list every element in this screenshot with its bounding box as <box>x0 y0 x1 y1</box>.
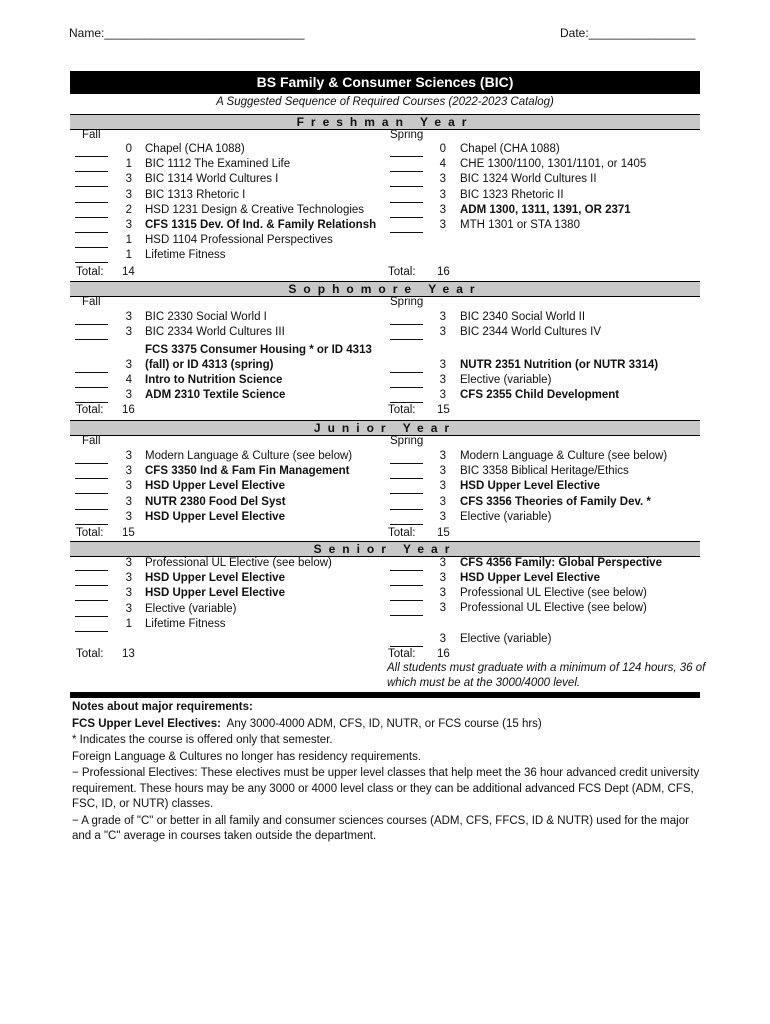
spring-total: 16 <box>437 266 450 278</box>
date-field-label: Date:________________ <box>560 26 696 40</box>
course-name: BIC 2334 World Cultures III <box>145 326 285 338</box>
professional-electives-note: − Professional Electives: These electives must be upper level classes that help meet the 36 hour advanced credit university requirement. These hours may be any 3000 or 4000 level class or they can be additional advanced FCS Dept (ADM, CFS, FSC, ID, or NUTR) classes. <box>72 767 700 810</box>
total-label: Total: <box>76 527 104 539</box>
total-label: Total: <box>388 404 416 416</box>
grade-blank[interactable] <box>75 220 108 233</box>
credit-hours: 3 <box>439 495 446 508</box>
grade-blank[interactable] <box>390 220 423 233</box>
grade-blank[interactable] <box>75 375 108 388</box>
fall-total: 16 <box>122 404 135 416</box>
foreign-language-note: Foreign Language & Cultures no longer has residency requirements. <box>72 750 422 763</box>
course-name: CFS 3350 Ind & Fam Fin Management <box>145 465 350 478</box>
notes-section <box>72 700 702 846</box>
grade-blank[interactable] <box>390 360 423 373</box>
credit-hours: 3 <box>125 173 132 186</box>
credit-hours: 3 <box>125 219 132 231</box>
credit-hours: 4 <box>125 374 132 386</box>
course-name: Professional UL Elective (see below) <box>460 587 647 599</box>
credit-hours: 3 <box>125 359 132 371</box>
credit-hours: 3 <box>439 633 446 645</box>
course-name: (fall) or ID 4313 (spring) <box>145 359 274 371</box>
course-name: Intro to Nutrition Science <box>145 374 283 386</box>
course-name: Elective (variable) <box>145 602 237 615</box>
credit-hours: 3 <box>439 374 446 386</box>
grade-blank[interactable] <box>75 481 108 494</box>
credit-hours: 3 <box>439 219 446 231</box>
grade-blank[interactable] <box>390 634 423 647</box>
credit-hours: 1 <box>125 158 132 171</box>
course-name: BIC 3358 Biblical Heritage/Ethics <box>460 465 629 478</box>
credit-hours: 3 <box>125 602 132 615</box>
course-name: HSD Upper Level Elective <box>460 480 600 493</box>
course-name: CFS 3356 Theories of Family Dev. * <box>460 495 651 508</box>
course-name: BIC 2330 Social World I <box>145 311 267 323</box>
credit-hours: 1 <box>125 617 132 630</box>
grade-blank[interactable] <box>75 466 108 479</box>
credit-hours: 3 <box>125 557 132 569</box>
course-name: Chapel (CHA 1088) <box>145 143 245 155</box>
credit-hours: 3 <box>439 557 446 569</box>
total-label: Total: <box>76 404 104 416</box>
credit-hours: 2 <box>125 203 132 216</box>
credit-hours: 3 <box>439 203 446 216</box>
credit-hours: 3 <box>439 602 446 614</box>
course-name: HSD Upper Level Elective <box>460 572 600 584</box>
grade-blank[interactable] <box>75 588 108 601</box>
grade-blank[interactable] <box>390 174 423 187</box>
grade-blank[interactable] <box>75 558 108 571</box>
grade-blank[interactable] <box>390 466 423 479</box>
grade-blank[interactable] <box>75 512 108 525</box>
total-label: Total: <box>388 648 416 660</box>
grade-blank[interactable] <box>75 205 108 218</box>
grade-blank[interactable] <box>75 619 108 632</box>
fall-total: 14 <box>122 266 135 278</box>
credit-hours: 3 <box>125 450 132 462</box>
grade-blank[interactable] <box>75 144 108 157</box>
grade-blank[interactable] <box>75 360 108 373</box>
course-name: FCS 3375 Consumer Housing * or ID 4313 <box>145 344 372 356</box>
credit-hours: 3 <box>125 389 132 401</box>
grade-blank[interactable] <box>390 190 423 203</box>
name-field-label: Name:______________________________ <box>69 26 305 40</box>
course-name: Elective (variable) <box>460 633 552 645</box>
course-name: Chapel (CHA 1088) <box>460 143 560 155</box>
credit-hours: 3 <box>125 495 132 508</box>
document-title: BS Family & Consumer Sciences (BIC) <box>70 71 700 94</box>
grade-requirement-note: − A grade of "C" or better in all family and consumer sciences courses (ADM, CFS, FFCS, ID & NUTR) used for the major and a "C" average in courses taken outside the department. <box>72 814 689 842</box>
course-name: Elective (variable) <box>460 374 552 386</box>
fall-label: Fall <box>82 296 101 308</box>
grade-blank[interactable] <box>75 235 108 248</box>
grade-blank[interactable] <box>390 497 423 510</box>
credit-hours: 3 <box>439 389 446 401</box>
grade-blank[interactable] <box>390 159 423 172</box>
notes-heading: Notes about major requirements: <box>72 701 253 713</box>
grade-blank[interactable] <box>75 390 108 403</box>
grade-blank[interactable] <box>390 312 423 325</box>
credit-hours: 3 <box>439 450 446 462</box>
grade-blank[interactable] <box>75 312 108 325</box>
credit-hours: 3 <box>125 572 132 585</box>
total-label: Total: <box>388 527 416 539</box>
course-name: HSD Upper Level Elective <box>145 572 285 585</box>
course-name: BIC 1324 World Cultures II <box>460 173 597 186</box>
grade-blank[interactable] <box>390 603 423 616</box>
course-name: BIC 1314 World Cultures I <box>145 173 279 186</box>
grade-blank[interactable] <box>75 159 108 172</box>
credit-hours: 3 <box>439 188 446 201</box>
grade-blank[interactable] <box>75 497 108 510</box>
fall-total: 13 <box>122 648 135 660</box>
grade-blank[interactable] <box>390 327 423 340</box>
credit-hours: 3 <box>439 326 446 338</box>
course-name: Lifetime Fitness <box>145 249 226 262</box>
credit-hours: 3 <box>439 587 446 599</box>
grade-blank[interactable] <box>390 205 423 218</box>
fall-total: 15 <box>122 527 135 539</box>
course-name: NUTR 2380 Food Del Syst <box>145 495 286 508</box>
course-name: HSD Upper Level Elective <box>145 510 285 523</box>
fall-label: Fall <box>82 129 101 141</box>
total-label: Total: <box>388 266 416 278</box>
credit-hours: 3 <box>439 510 446 523</box>
grade-blank[interactable] <box>75 174 108 187</box>
course-name: HSD 1231 Design & Creative Technologies <box>145 203 365 216</box>
course-name: HSD Upper Level Elective <box>145 587 285 600</box>
course-name: ADM 2310 Textile Science <box>145 389 286 401</box>
grade-blank[interactable] <box>75 604 108 617</box>
credit-hours: 3 <box>439 311 446 323</box>
grade-blank[interactable] <box>75 573 108 586</box>
course-name: BIC 2344 World Cultures IV <box>460 326 602 338</box>
grade-blank[interactable] <box>390 573 423 586</box>
course-name: Modern Language & Culture (see below) <box>145 450 353 462</box>
credit-hours: 1 <box>125 249 132 262</box>
course-name: MTH 1301 or STA 1380 <box>460 219 580 231</box>
grade-blank[interactable] <box>390 588 423 601</box>
total-label: Total: <box>76 266 104 278</box>
grade-blank[interactable] <box>75 250 108 263</box>
credit-hours: 3 <box>439 173 446 186</box>
document-subtitle: A Suggested Sequence of Required Courses (2022-2023 Catalog) <box>216 96 554 108</box>
course-name: CFS 4356 Family: Global Perspective <box>460 557 662 569</box>
year-header: Sophomore Year <box>70 281 700 297</box>
fcs-elective-note <box>72 717 702 733</box>
grade-blank[interactable] <box>75 451 108 464</box>
grade-blank[interactable] <box>390 451 423 464</box>
course-name: ADM 1300, 1311, 1391, OR 2371 <box>460 203 631 216</box>
total-label: Total: <box>76 648 104 660</box>
course-name: CFS 2355 Child Development <box>460 389 620 401</box>
course-name: Modern Language & Culture (see below) <box>460 450 668 462</box>
grade-blank[interactable] <box>75 327 108 340</box>
credit-hours: 3 <box>125 311 132 323</box>
credit-hours: 0 <box>125 143 132 155</box>
course-name: BIC 1313 Rhetoric I <box>145 188 246 201</box>
credit-hours: 3 <box>125 188 132 201</box>
course-name: HSD 1104 Professional Perspectives <box>145 234 333 247</box>
credit-hours: 3 <box>125 510 132 523</box>
spring-total: 15 <box>437 527 450 539</box>
credit-hours: 3 <box>439 359 446 371</box>
fall-label: Fall <box>82 435 101 447</box>
spring-total: 16 <box>437 648 450 660</box>
course-name: Professional UL Elective (see below) <box>460 602 647 614</box>
grade-blank[interactable] <box>390 390 423 403</box>
course-name: Professional UL Elective (see below) <box>145 557 332 569</box>
section-divider <box>70 692 700 698</box>
grade-blank[interactable] <box>390 558 423 571</box>
course-name: HSD Upper Level Elective <box>145 480 285 493</box>
grade-blank[interactable] <box>390 512 423 525</box>
spring-label: Spring <box>390 435 424 447</box>
course-name: Elective (variable) <box>460 510 552 523</box>
grade-blank[interactable] <box>390 481 423 494</box>
grade-blank[interactable] <box>390 375 423 388</box>
spring-total: 15 <box>437 404 450 416</box>
course-name: Lifetime Fitness <box>145 617 226 630</box>
fcs-elective-text: Any 3000-4000 ADM, CFS, ID, NUTR, or FCS course (15 hrs) <box>220 717 542 730</box>
spring-label: Spring <box>390 296 424 308</box>
grade-blank[interactable] <box>75 190 108 203</box>
grade-blank[interactable] <box>390 144 423 157</box>
course-name: NUTR 2351 Nutrition (or NUTR 3314) <box>460 359 659 371</box>
credit-hours: 3 <box>439 572 446 584</box>
credit-hours: 3 <box>439 480 446 493</box>
credit-hours: 3 <box>125 465 132 478</box>
course-name: BIC 1323 Rhetoric II <box>460 188 564 201</box>
course-name: BIC 2340 Social World II <box>460 311 586 323</box>
year-header: Junior Year <box>70 420 700 436</box>
credit-hours: 1 <box>125 234 132 247</box>
credit-hours: 4 <box>439 158 446 171</box>
credit-hours: 3 <box>439 465 446 478</box>
fcs-elective-label: FCS Upper Level Electives: <box>72 717 221 730</box>
credit-hours: 0 <box>439 143 446 155</box>
credit-hours: 3 <box>125 326 132 338</box>
year-header: Senior Year <box>70 541 700 557</box>
spring-label: Spring <box>390 129 424 141</box>
course-name: BIC 1112 The Examined Life <box>145 158 291 171</box>
course-name: CHE 1300/1100, 1301/1101, or 1405 <box>460 158 647 171</box>
star-note: * Indicates the course is offered only that semester. <box>72 734 333 746</box>
credit-hours: 3 <box>125 480 132 493</box>
year-header: Freshman Year <box>70 114 700 130</box>
credit-hours: 3 <box>125 587 132 600</box>
graduation-note: All students must graduate with a minimum of 124 hours, 36 of which must be at the 3000/4000 level. <box>387 662 706 689</box>
course-name: CFS 1315 Dev. Of Ind. & Family Relationsh <box>145 219 377 231</box>
